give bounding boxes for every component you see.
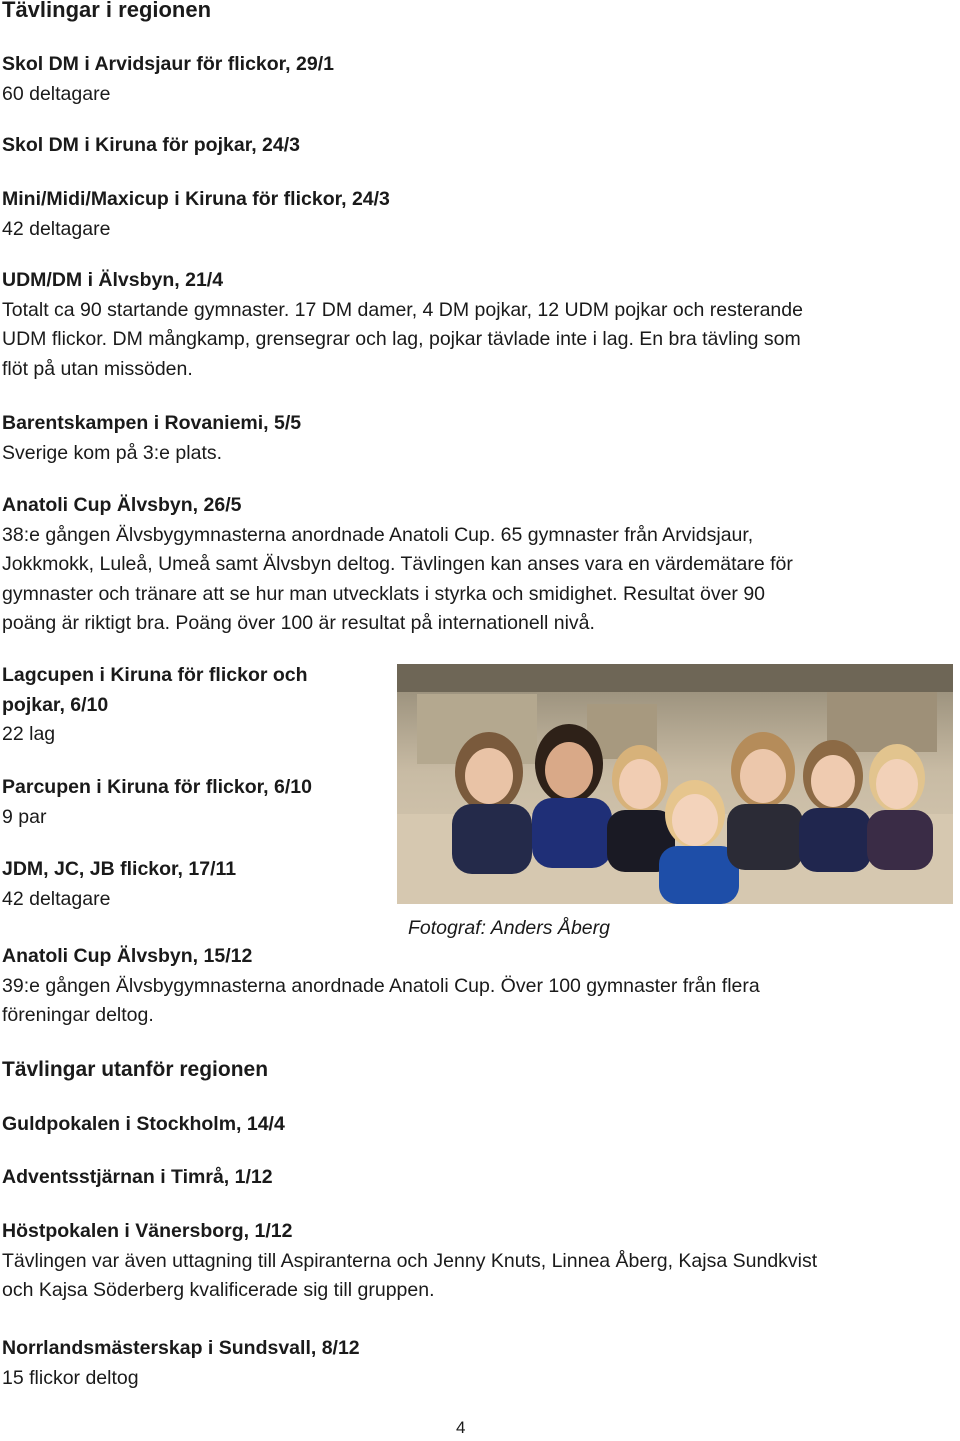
event-text: Sverige kom på 3:e plats.	[2, 441, 223, 464]
photo-caption: Fotograf: Anders Åberg	[408, 917, 610, 939]
event-title: Lagcupen i Kiruna för flickor och	[2, 664, 308, 686]
event-adventsstjarnan	[2, 1163, 273, 1193]
event-text: 42 deltagare	[2, 887, 111, 910]
event-parcupen-kiruna	[2, 773, 312, 832]
event-title-cont: pojkar, 6/10	[2, 693, 109, 716]
heading-regional: Tävlingar i regionen	[2, 0, 212, 22]
event-title: Guldpokalen i Stockholm, 14/4	[2, 1113, 285, 1135]
event-text: 15 flickor deltog	[2, 1366, 139, 1389]
event-skol-dm-kiruna	[2, 131, 300, 161]
event-text: poäng är riktigt bra. Poäng över 100 är resultat på internationell nivå.	[2, 612, 595, 634]
event-title: JDM, JC, JB flickor, 17/11	[2, 858, 237, 880]
event-text: Totalt ca 90 startande gymnaster. 17 DM damer, 4 DM pojkar, 12 UDM pojkar och resterande	[2, 298, 803, 321]
event-title: UDM/DM i Älvsbyn, 21/4	[2, 269, 224, 291]
event-hostpokalen	[2, 1217, 817, 1306]
event-text: 42 deltagare	[2, 217, 111, 240]
event-text: Jokkmokk, Luleå, Umeå samt Älvsbyn deltog. Tävlingen kan anses vara en värdemätare för	[2, 553, 793, 575]
event-title: Adventsstjärnan i Timrå, 1/12	[2, 1166, 273, 1188]
event-title: Mini/Midi/Maxicup i Kiruna för flickor, 24/3	[2, 188, 390, 210]
event-minicup-kiruna	[2, 185, 390, 244]
event-title: Skol DM i Arvidsjaur för flickor, 29/1	[2, 53, 334, 75]
event-text: flöt på utan missöden.	[2, 357, 193, 380]
event-title: Anatoli Cup Älvsbyn, 26/5	[2, 494, 242, 516]
event-title: Anatoli Cup Älvsbyn, 15/12	[2, 945, 253, 967]
event-jdm-jc-jb	[2, 855, 236, 914]
event-text: 39:e gången Älvsbygymnasterna anordnade Anatoli Cup. Över 100 gymnaster från flera	[2, 974, 760, 997]
gymnasts-photo	[397, 664, 953, 904]
event-text: föreningar deltog.	[2, 1004, 154, 1026]
event-text: gymnaster och tränare att se hur man utvecklats i styrka och smidighet. Resultat över 90	[2, 582, 766, 605]
event-guldpokalen	[2, 1110, 285, 1140]
event-text: Tävlingen var även uttagning till Aspiranterna och Jenny Knuts, Linnea Åberg, Kajsa Sundkvist	[2, 1249, 818, 1272]
event-title: Parcupen i Kiruna för flickor, 6/10	[2, 776, 312, 798]
event-skol-dm-arvidsjaur	[2, 50, 334, 109]
page-number: 4	[456, 1418, 466, 1437]
event-text: 38:e gången Älvsbygymnasterna anordnade Anatoli Cup. 65 gymnaster från Arvidsjaur,	[2, 523, 754, 546]
event-anatoli-cup-may	[2, 491, 793, 639]
event-title: Skol DM i Kiruna för pojkar, 24/3	[2, 134, 300, 156]
heading-outside-region: Tävlingar utanför regionen	[2, 1058, 269, 1081]
event-text: UDM flickor. DM mångkamp, grensegrar och lag, pojkar tävlade inte i lag. En bra tävling som	[2, 328, 801, 350]
event-text: och Kajsa Söderberg kvalificerade sig till gruppen.	[2, 1279, 435, 1301]
event-text: 22 lag	[2, 723, 56, 745]
event-barentskampen	[2, 409, 301, 468]
event-anatoli-cup-dec	[2, 942, 760, 1031]
event-title: Höstpokalen i Vänersborg, 1/12	[2, 1220, 293, 1242]
event-udm-dm-alvsbyn	[2, 266, 803, 384]
event-text: 9 par	[2, 805, 47, 828]
event-text: 60 deltagare	[2, 82, 111, 105]
event-norrlandsmasterskap	[2, 1334, 360, 1393]
event-title: Norrlandsmästerskap i Sundsvall, 8/12	[2, 1337, 360, 1359]
event-title: Barentskampen i Rovaniemi, 5/5	[2, 412, 302, 434]
event-lagcupen-kiruna	[2, 661, 308, 750]
